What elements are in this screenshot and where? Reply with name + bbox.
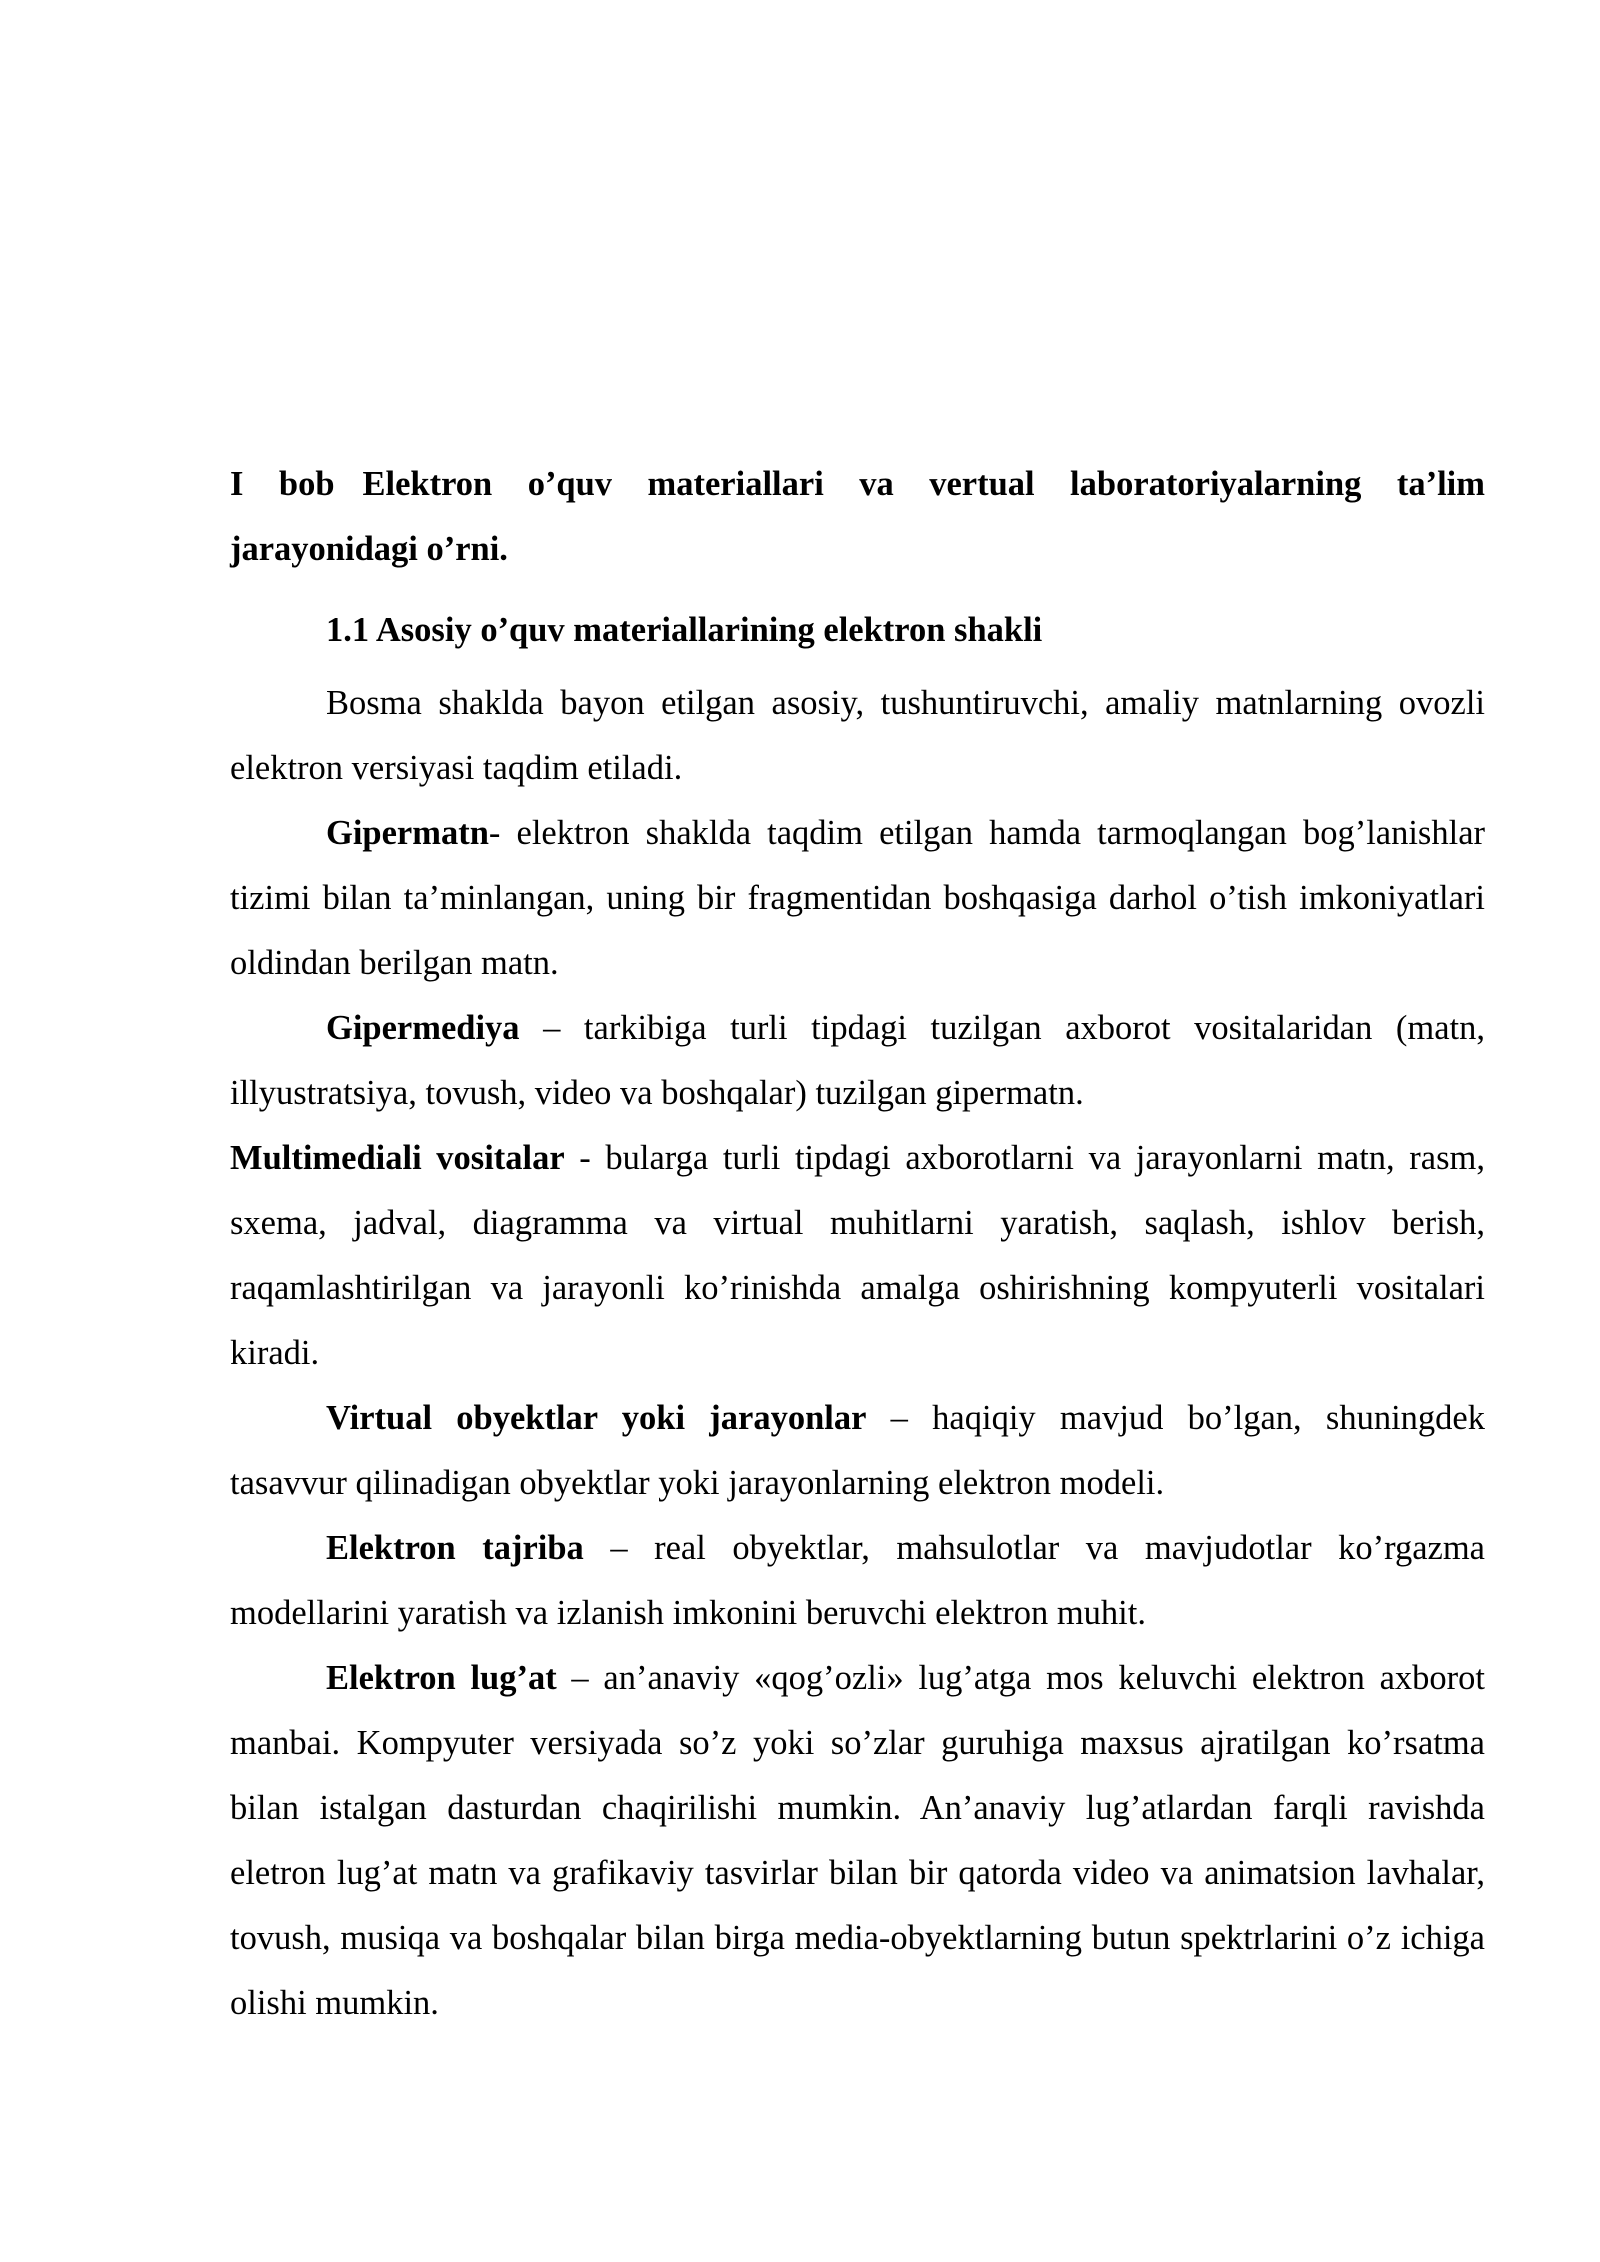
definition-gipermatn <box>230 801 1485 996</box>
definition-text: - elektron shaklda taqdim etilgan hamda tarmoqlangan bog’lanishlar tizimi bilan ta’minlangan, uning bir fragmentidan boshqasiga darhol o’tish imkoniyatlari oldindan berilgan matn. <box>230 814 1485 982</box>
term-gipermatn: Gipermatn <box>326 814 489 852</box>
chapter-heading <box>230 452 1485 582</box>
definition-text: – real obyektlar, mahsulotlar va mavjudotlar ko’rgazma modellarini yaratish va izlanish imkonini beruvchi elektron muhit. <box>230 1529 1485 1632</box>
definition-text: – haqiqiy mavjud bo’lgan, shuningdek tasavvur qilinadigan obyektlar yoki jarayonlarning elektron modeli. <box>230 1399 1485 1502</box>
chapter-number: I bob <box>230 465 335 503</box>
definition-gipermediya <box>230 996 1485 1126</box>
definition-text: – tarkibiga turli tipdagi tuzilgan axborot vositalaridan (matn, illyustratsiya, tovush, video va boshqalar) tuzilgan gipermatn. <box>230 1009 1485 1112</box>
definition-text: - bularga turli tipdagi axborotlarni va jarayonlarni matn, rasm, sxema, jadval, diagramma va virtual muhitlarni yaratish, saqlash, ishlov berish, raqamlashtirilgan va jarayonli ko’rinishda amalga oshirishning kompyuterli vositalari kiradi. <box>230 1139 1485 1372</box>
term-tajriba: Elektron tajriba <box>326 1529 584 1567</box>
definition-lugat <box>230 1646 1485 2036</box>
definition-multimedia <box>230 1126 1485 1386</box>
definition-text: – an’anaviy «qog’ozli» lug’atga mos keluvchi elektron axborot manbai. Kompyuter versiyada so’z yoki so’zlar guruhiga maxsus ajratilgan ko’rsatma bilan istalgan dasturdan chaqirilishi mumkin. An’anaviy lug’atlardan farqli ravishda eletron lug’at matn va grafikaviy tasvirlar bilan bir qatorda video va animatsion lavhalar, tovush, musiqa va boshqalar bilan birga media-obyektlarning butun spektrlarini o’z ichiga olishi mumkin. <box>230 1659 1486 2022</box>
term-multimedia: Multimediali vositalar <box>230 1139 565 1177</box>
term-gipermediya: Gipermediya <box>326 1009 520 1047</box>
definition-virtual <box>230 1386 1485 1516</box>
term-lugat: Elektron lug’at <box>326 1659 557 1697</box>
intro-paragraph: Bosma shaklda bayon etilgan asosiy, tushuntiruvchi, amaliy matnlarning ovozli elektron versiyasi taqdim etiladi. <box>230 684 1485 787</box>
document-page <box>230 452 1485 2036</box>
definition-tajriba <box>230 1516 1485 1646</box>
term-virtual: Virtual obyektlar yoki jarayonlar <box>326 1399 867 1437</box>
chapter-title: Elektron o’quv materiallari va vertual laboratoriyalarning ta’lim jarayonidagi o’rni. <box>230 465 1485 568</box>
section-title: 1.1 Asosiy o’quv materiallarining elektron shakli <box>326 611 1043 649</box>
